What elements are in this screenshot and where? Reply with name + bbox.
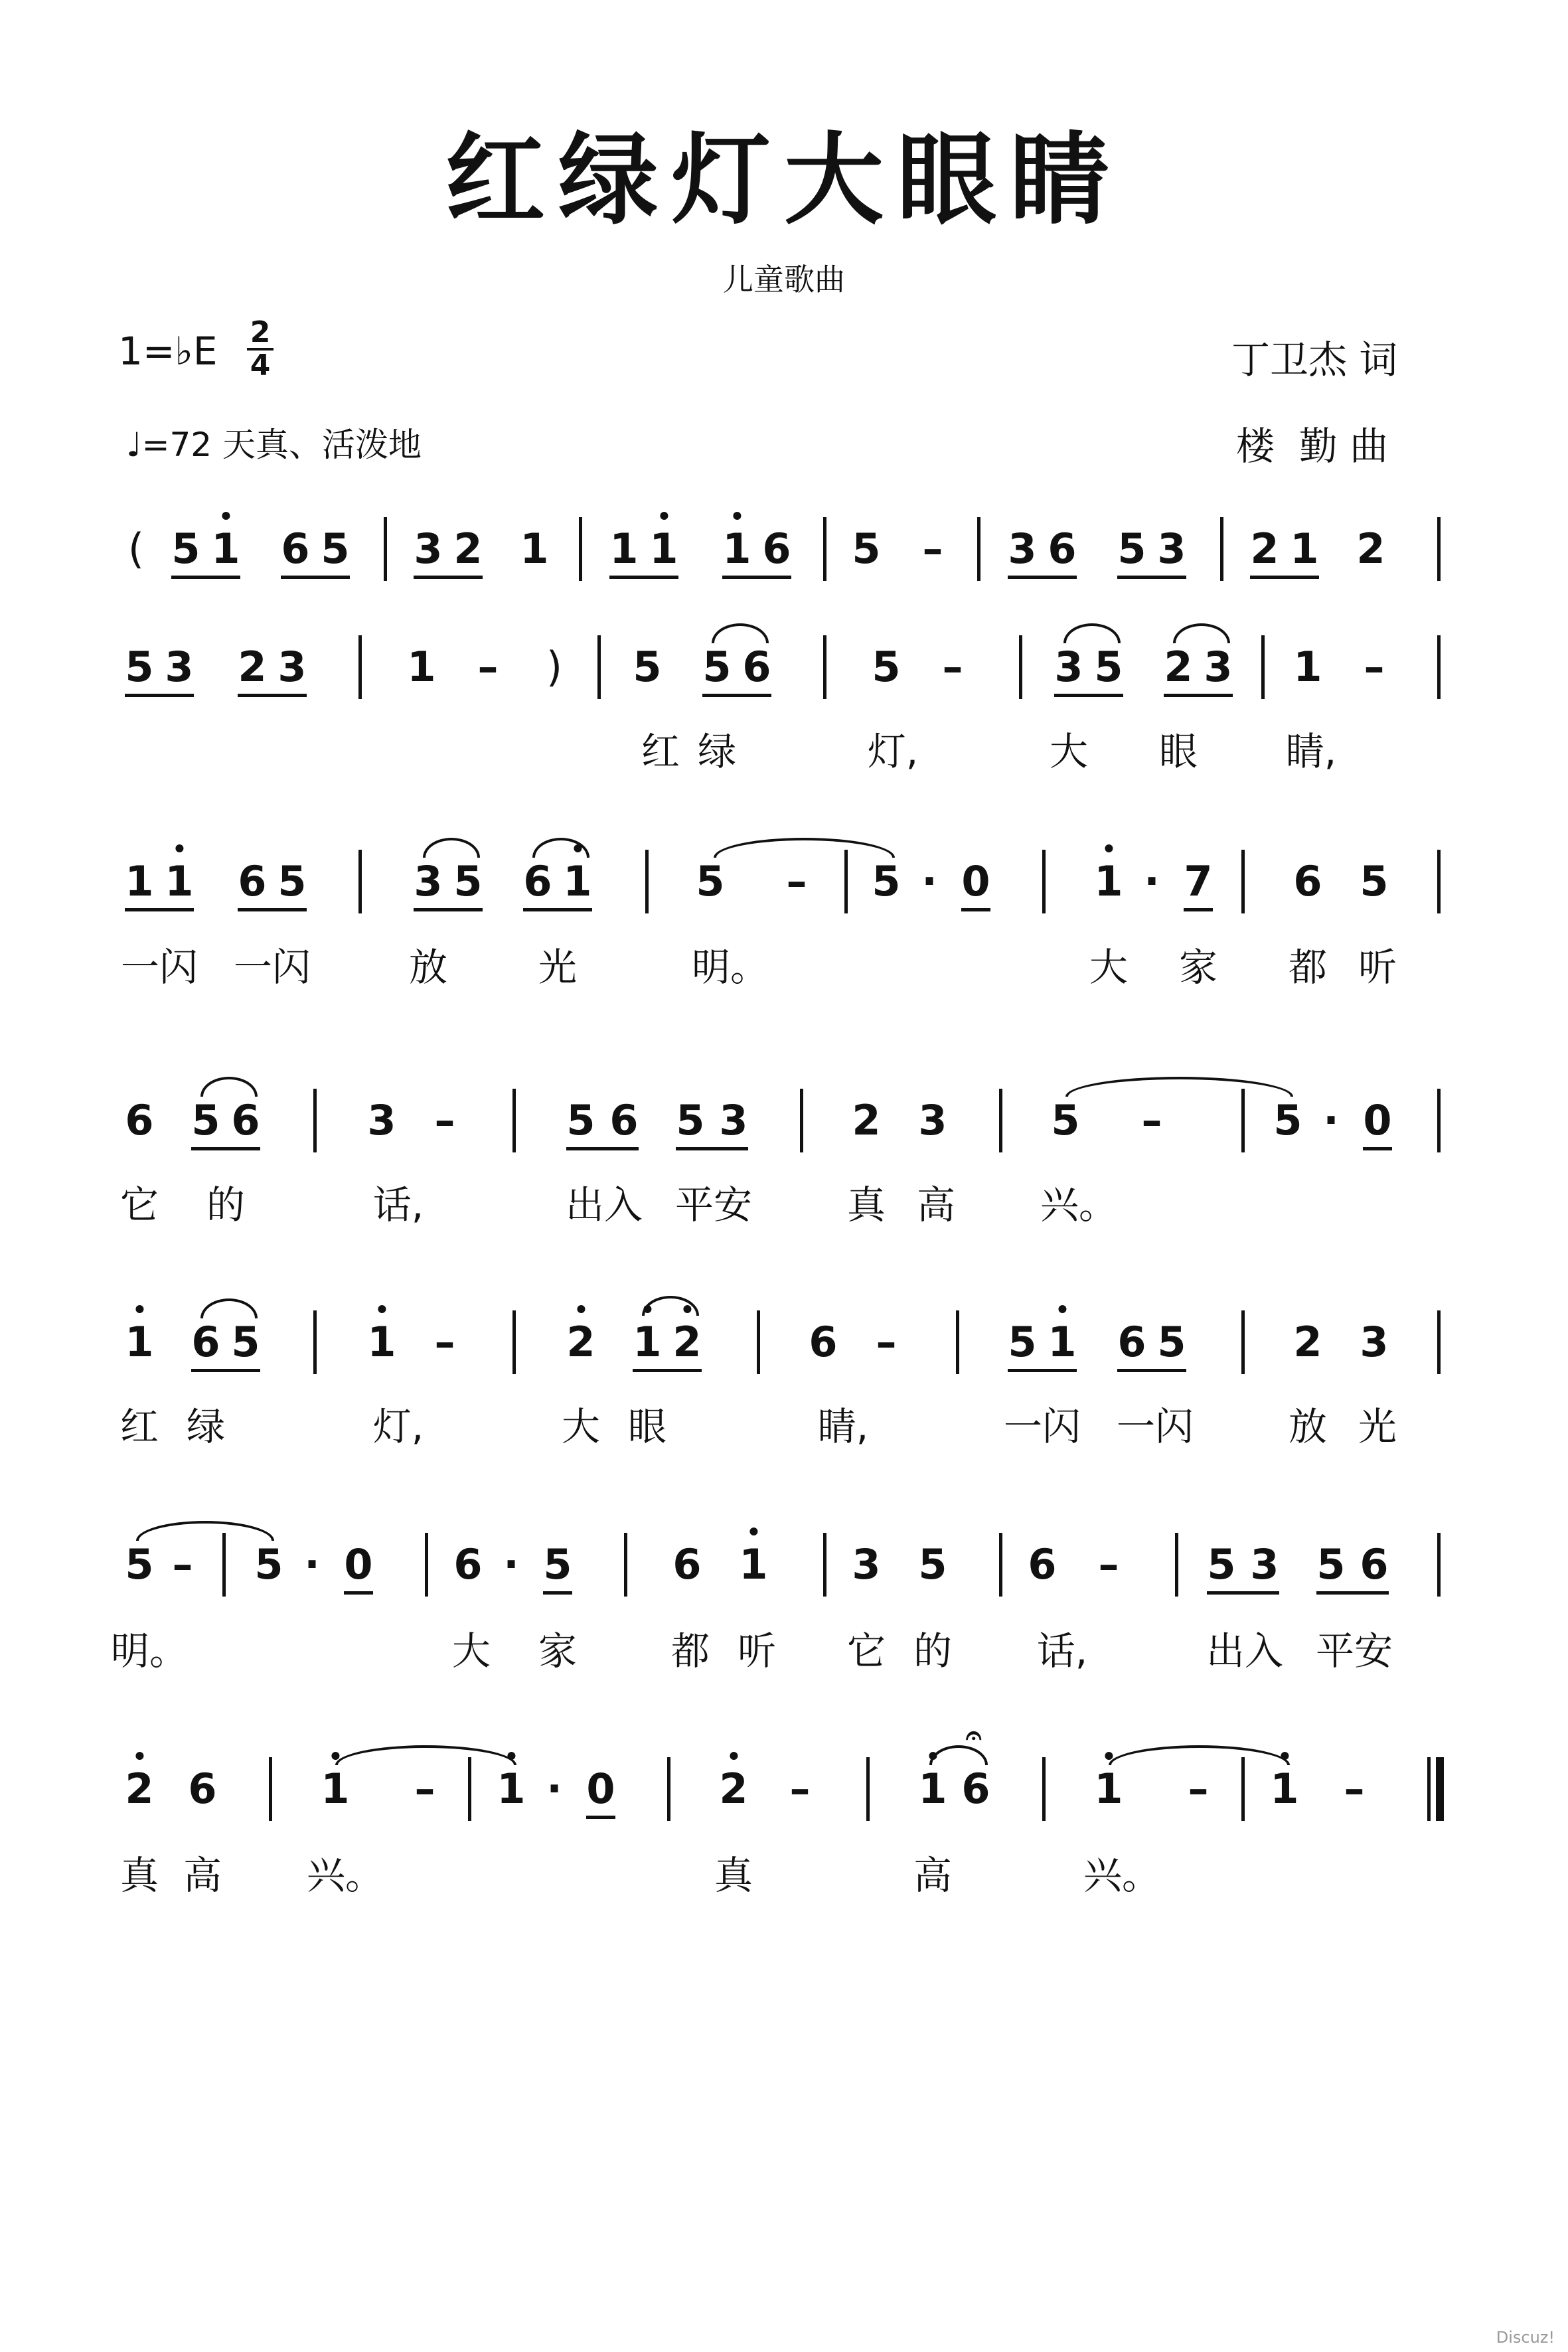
score-row-7 (0, 1719, 1568, 1836)
note: 6 (188, 1764, 217, 1813)
note: 1 (649, 522, 678, 576)
beam (609, 576, 678, 579)
beam (238, 908, 307, 911)
octave-dot (733, 512, 741, 520)
barline (823, 1533, 826, 1597)
note: 6 (961, 1764, 990, 1813)
beam (1184, 908, 1213, 911)
tie (335, 1745, 516, 1765)
note: 6 (609, 1096, 639, 1144)
octave-dot (378, 1305, 386, 1313)
note-paren-open: ( (127, 524, 145, 573)
note: 6 (1293, 857, 1322, 905)
note: 5 (231, 1318, 260, 1366)
note: 5 (191, 1096, 220, 1144)
beam (1164, 694, 1233, 697)
beam (414, 908, 483, 911)
beam (523, 908, 592, 911)
lyric: 睛, (817, 1404, 869, 1449)
barline (425, 1533, 428, 1597)
barline (1437, 850, 1441, 913)
note: 6 (1117, 1318, 1146, 1366)
note: 6 (523, 857, 552, 905)
barline (1437, 1310, 1441, 1374)
lyric: 高 (183, 1853, 222, 1898)
key-signature: 1=♭E (118, 329, 218, 374)
note: 1 (1048, 1316, 1076, 1369)
barline (844, 850, 848, 913)
note: 0 (1363, 1096, 1392, 1144)
note-dash: – (786, 857, 807, 905)
note-paren-close: ) (546, 643, 563, 691)
octave-dot (730, 1752, 738, 1760)
lyric: 真 (119, 1853, 159, 1898)
note: 5 (918, 1540, 947, 1589)
barline (1437, 635, 1441, 699)
beam (238, 694, 307, 697)
lyric: 高 (916, 1182, 956, 1227)
note: 6 (672, 1540, 702, 1589)
score-row-3 (0, 855, 1568, 928)
score-row-6 (0, 1538, 1568, 1611)
lyric: 大 (1089, 945, 1129, 990)
lyric: 话, (1036, 1628, 1088, 1674)
note: 5 (1273, 1096, 1302, 1144)
lyric: 光 (1358, 1404, 1397, 1449)
note: 5 (1157, 1318, 1186, 1366)
barline (1261, 635, 1265, 699)
beam (1250, 576, 1319, 579)
note: 1 (520, 524, 549, 573)
note: 1 (609, 524, 639, 573)
note: 5 (125, 643, 154, 691)
final-barline (1436, 1757, 1444, 1821)
note-dash: – (1098, 1540, 1119, 1589)
beam (1008, 576, 1077, 579)
note: 3 (414, 524, 443, 573)
note: 1 (739, 1538, 767, 1591)
beam (586, 1816, 615, 1819)
composer: 楼 勤 曲 (1236, 424, 1389, 469)
barline (1175, 1533, 1178, 1597)
beam (1054, 694, 1123, 697)
beam (1117, 1369, 1186, 1372)
note: 3 (1054, 643, 1083, 691)
note-dot: · (546, 1764, 562, 1813)
time-signature (247, 317, 274, 381)
lyric: 都 (670, 1628, 710, 1674)
lyric: 家 (538, 1628, 578, 1674)
tempo-marking: ♩=72 天真、活泼地 (126, 426, 422, 464)
note: 6 (762, 524, 791, 573)
slur (532, 838, 589, 858)
watermark: Discuz! (1496, 2328, 1555, 2347)
barline (358, 635, 362, 699)
lyric: 明。 (110, 1628, 189, 1674)
note-dot: · (1144, 857, 1160, 905)
barline (624, 1533, 627, 1597)
note: 6 (125, 1096, 154, 1144)
note-dot: · (503, 1540, 519, 1589)
tie (714, 838, 895, 858)
barline (1241, 1757, 1245, 1821)
note: 6 (809, 1318, 838, 1366)
lyric: 明。 (691, 945, 769, 990)
note: 2 (852, 1096, 881, 1144)
lyric: 平安 (674, 1182, 753, 1227)
note: 1 (165, 855, 193, 908)
beam (125, 694, 194, 697)
note: 5 (125, 1540, 154, 1589)
lyric: 大 (1049, 729, 1089, 774)
lyric: 平安 (1315, 1628, 1393, 1674)
barline (384, 517, 387, 581)
note: 5 (1207, 1540, 1236, 1589)
beam (171, 576, 240, 579)
lyricist: 丁卫杰 词 (1231, 337, 1398, 382)
beam (543, 1591, 572, 1595)
beam (1117, 576, 1186, 579)
beam (722, 576, 791, 579)
note: 6 (281, 524, 310, 573)
slur (1063, 623, 1121, 643)
note: 5 (543, 1540, 572, 1589)
barline (667, 1757, 670, 1821)
octave-dot (749, 1528, 757, 1535)
lyric: 红 (119, 1404, 159, 1449)
time-signature-bottom: 4 (250, 349, 271, 382)
barline (313, 1310, 317, 1374)
octave-dot (1058, 1305, 1066, 1313)
note: 5 (1094, 643, 1123, 691)
lyric: 兴。 (306, 1853, 384, 1898)
note: 5 (171, 524, 200, 573)
barline (1042, 850, 1046, 913)
beam (191, 1369, 260, 1372)
note: 6 (1048, 524, 1077, 573)
note-dash: – (1364, 643, 1385, 691)
lyric: 话, (372, 1182, 424, 1227)
note: 0 (961, 857, 990, 905)
lyric: 高 (913, 1853, 953, 1898)
barline (1220, 517, 1223, 581)
beam (566, 1147, 639, 1150)
lyric: 红 (641, 729, 680, 774)
note: 3 (277, 643, 307, 691)
barline (597, 635, 601, 699)
note: 5 (453, 857, 483, 905)
barline (1241, 1089, 1245, 1152)
beam (633, 1369, 702, 1372)
note: 1 (1290, 524, 1319, 573)
lyric: 出入 (1206, 1628, 1284, 1674)
note: 5 (1316, 1540, 1346, 1589)
lyric: 放 (1288, 1404, 1328, 1449)
note: 1 (211, 522, 240, 576)
note-dash: – (414, 1764, 435, 1813)
barline (512, 1310, 516, 1374)
barline (1241, 850, 1245, 913)
note-dash: – (942, 643, 963, 691)
barline (866, 1757, 870, 1821)
lyric: 真 (714, 1853, 753, 1898)
barline (999, 1089, 1002, 1152)
barline (1019, 635, 1022, 699)
barline (222, 1533, 226, 1597)
note: 1 (125, 1316, 153, 1369)
slur (200, 1298, 258, 1318)
score-row-2 (0, 641, 1568, 714)
note: 0 (586, 1764, 615, 1813)
note: 5 (696, 857, 725, 905)
beam (414, 576, 483, 579)
note: 1 (497, 1763, 525, 1816)
note: 2 (1293, 1318, 1322, 1366)
lyric: 绿 (186, 1404, 226, 1449)
tie (1109, 1745, 1290, 1765)
octave-dot (660, 512, 668, 520)
beam (961, 908, 990, 911)
note: 6 (742, 643, 771, 691)
barline (579, 517, 582, 581)
lyric: 光 (538, 945, 578, 990)
barline (977, 517, 980, 581)
barline (1241, 1310, 1245, 1374)
beam (281, 576, 350, 579)
note-dot: · (304, 1540, 320, 1589)
slur (1173, 623, 1230, 643)
beam (191, 1147, 260, 1150)
lyric: 眼 (1158, 729, 1198, 774)
note: 3 (918, 1096, 947, 1144)
note: 2 (672, 1316, 701, 1369)
note: 3 (1250, 1540, 1279, 1589)
note: 5 (1051, 1096, 1080, 1144)
note-dash: – (789, 1764, 811, 1813)
lyric: 兴。 (1040, 1182, 1118, 1227)
lyric: 一闪 (1003, 1404, 1081, 1449)
note: 1 (1094, 855, 1123, 908)
lyric: 灯, (867, 729, 919, 774)
note: 2 (238, 643, 267, 691)
note: 6 (231, 1096, 260, 1144)
note: 5 (872, 857, 901, 905)
lyric: 放 (408, 945, 448, 990)
octave-dot (331, 1752, 339, 1760)
slur (642, 1296, 699, 1316)
note: 3 (1157, 524, 1186, 573)
note: 1 (918, 1763, 947, 1816)
note: 1 (1270, 1763, 1298, 1816)
score-row-4 (0, 1094, 1568, 1167)
note: 2 (125, 1763, 153, 1816)
lyric: 绿 (697, 729, 737, 774)
lyric: 一闪 (1116, 1404, 1194, 1449)
note: 5 (1117, 524, 1146, 573)
beam (1207, 1591, 1279, 1595)
lyric: 听 (1358, 945, 1397, 990)
lyric: 出入 (565, 1182, 643, 1227)
beam (125, 908, 194, 911)
barline (1437, 517, 1441, 581)
note-dash: – (1141, 1096, 1162, 1144)
note: 5 (566, 1096, 595, 1144)
note: 3 (1360, 1318, 1389, 1366)
lyric: 它 (846, 1628, 886, 1674)
song-title: 红绿灯大眼睛 (445, 121, 1123, 238)
barline (823, 517, 826, 581)
lyric: 的 (206, 1182, 246, 1227)
lyric: 睛, (1285, 729, 1337, 774)
barline (1427, 1757, 1431, 1821)
octave-dot (577, 1305, 585, 1313)
note: 5 (872, 643, 901, 691)
note: 2 (1356, 524, 1385, 573)
note-dot: · (1323, 1096, 1339, 1144)
tie (136, 1521, 274, 1541)
note: 0 (344, 1540, 373, 1589)
slur (712, 623, 769, 643)
note: 1 (633, 1316, 661, 1369)
note: 3 (414, 857, 443, 905)
note-dot: · (921, 857, 937, 905)
score-row-1 (0, 522, 1568, 595)
note-dash: – (1188, 1764, 1209, 1813)
note: 5 (321, 524, 350, 573)
note: 2 (566, 1316, 595, 1369)
note-dash: – (1344, 1764, 1365, 1813)
octave-dot (175, 844, 183, 852)
octave-dot (1105, 844, 1113, 852)
note: 6 (238, 857, 267, 905)
lyric: 家 (1178, 945, 1218, 990)
barline (269, 1757, 272, 1821)
note-dash: – (922, 524, 943, 573)
note: 6 (453, 1540, 483, 1589)
barline (468, 1757, 471, 1821)
lyric: 都 (1288, 945, 1328, 990)
octave-dot (135, 1752, 143, 1760)
note: 1 (321, 1763, 349, 1816)
beam (1316, 1591, 1389, 1595)
note: 2 (1164, 643, 1193, 691)
barline (800, 1089, 803, 1152)
beam (1008, 1369, 1077, 1372)
note: 1 (722, 522, 751, 576)
slur (200, 1077, 258, 1097)
barline (313, 1089, 317, 1152)
lyric: 听 (737, 1628, 777, 1674)
note: 3 (367, 1096, 396, 1144)
time-signature-top: 2 (250, 315, 271, 349)
lyric: 一闪 (120, 945, 198, 990)
octave-dot (222, 512, 230, 520)
barline (823, 635, 826, 699)
lyric: 的 (913, 1628, 953, 1674)
note-dash: – (434, 1096, 455, 1144)
octave-dot (1105, 1752, 1113, 1760)
note: 7 (1184, 857, 1213, 905)
beam (344, 1591, 373, 1595)
lyric: 灯, (372, 1404, 424, 1449)
note: 6 (1360, 1540, 1389, 1589)
beam (1363, 1147, 1392, 1150)
lyric: 真 (846, 1182, 886, 1227)
note-dash: – (434, 1318, 455, 1366)
barline (757, 1310, 760, 1374)
lyric: 大 (451, 1628, 491, 1674)
note: 1 (1094, 1763, 1123, 1816)
note: 5 (852, 524, 881, 573)
lyric: 大 (561, 1404, 601, 1449)
note: 2 (453, 524, 483, 573)
note: 5 (254, 1540, 283, 1589)
note: 2 (719, 1763, 747, 1816)
octave-dot (135, 1305, 143, 1313)
note: 2 (1250, 524, 1279, 573)
beam (702, 694, 771, 697)
note: 1 (563, 855, 591, 908)
note: 5 (676, 1096, 705, 1144)
note: 1 (367, 1316, 396, 1369)
barline (512, 1089, 516, 1152)
score-row-5 (0, 1316, 1568, 1389)
slur (423, 838, 480, 858)
tie (1065, 1077, 1293, 1097)
note: 3 (719, 1096, 748, 1144)
lyric: 它 (119, 1182, 159, 1227)
lyric: 眼 (627, 1404, 667, 1449)
note: 6 (1028, 1540, 1057, 1589)
lyric: 一闪 (233, 945, 311, 990)
note-dash: – (477, 643, 499, 691)
note: 3 (1204, 643, 1233, 691)
note: 5 (633, 643, 662, 691)
barline (1437, 1533, 1441, 1597)
note: 6 (191, 1318, 220, 1366)
note: 1 (407, 643, 436, 691)
note: 5 (1360, 857, 1389, 905)
barline (1042, 1757, 1046, 1821)
barline (645, 850, 649, 913)
note: 1 (125, 857, 154, 905)
note-dash: – (876, 1318, 897, 1366)
barline (999, 1533, 1002, 1597)
barline (956, 1310, 959, 1374)
note: 1 (1293, 643, 1322, 691)
note: 3 (852, 1540, 881, 1589)
note: 3 (165, 643, 194, 691)
note: 3 (1008, 524, 1037, 573)
note: 5 (1008, 1318, 1037, 1366)
lyric: 兴。 (1083, 1853, 1161, 1898)
song-genre: 儿童歌曲 (723, 262, 845, 297)
note: 5 (702, 643, 732, 691)
note: 5 (277, 857, 307, 905)
note-dash: – (172, 1540, 193, 1589)
beam (676, 1147, 748, 1150)
fermata-icon: 𝄐 (966, 1719, 982, 1751)
barline (1437, 1089, 1441, 1152)
barline (358, 850, 362, 913)
